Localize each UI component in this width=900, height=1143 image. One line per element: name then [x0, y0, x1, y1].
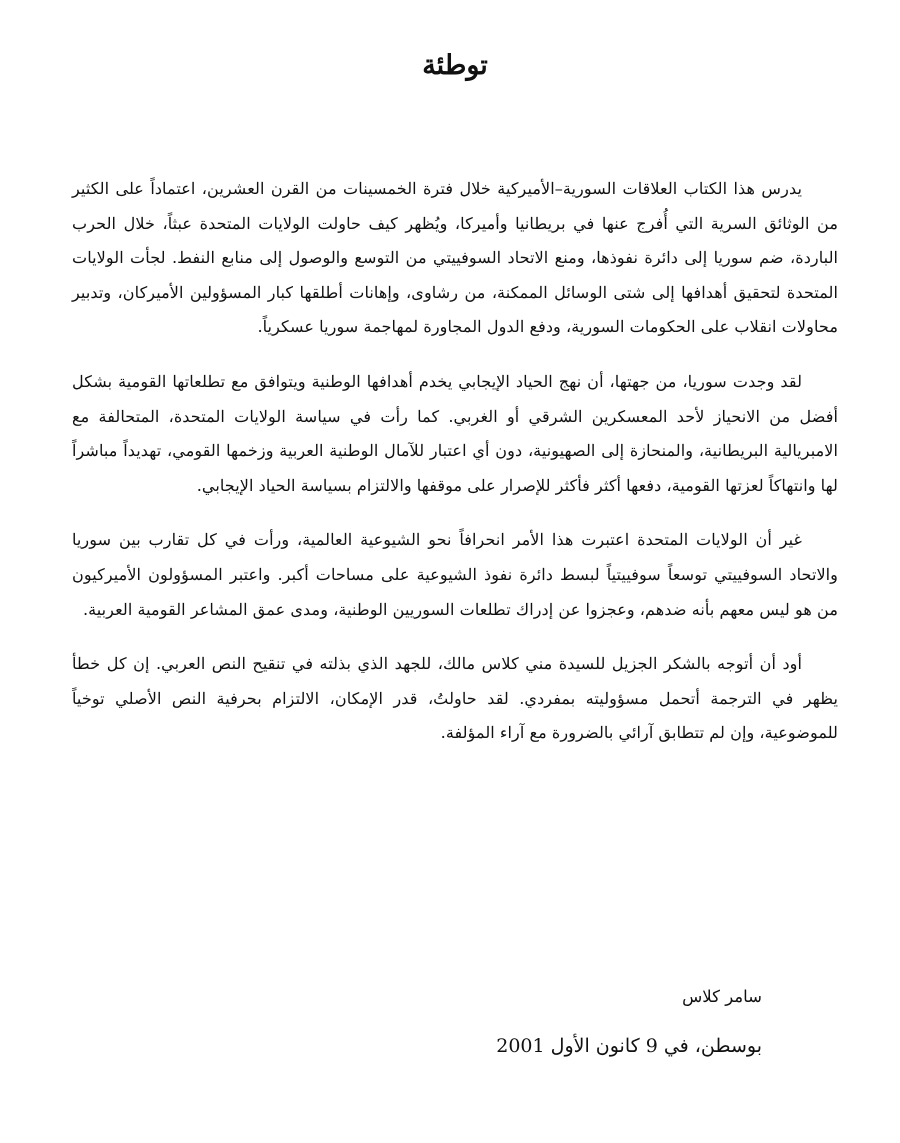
paragraph-1: يدرس هذا الكتاب العلاقات السورية–الأميركية خلال فترة الخمسينات من القرن العشرين، اعتماداً على الكثير من الوثائق السرية التي أُفرج عنها في بريطانيا وأميركا، ويُظهر كيف حاولت الولايات المتحدة عبثاً، خلال الحرب الباردة، ضم سوريا إلى دائرة نفوذها، ومنع الاتحاد السوفييتي من التوسع والوصول إلى منابع النفط. لجأت الولايات المتحدة لتحقيق أهدافها إلى شتى الوسائل الممكنة، من رشاوى، وإهانات أطلقها كبار المسؤولين الأميركان، وتدبير محاولات انقلاب على الحكومات السورية، ودفع الدول المجاورة لمهاجمة سوريا عسكرياً.: [72, 179, 838, 337]
body-text: [72, 172, 838, 771]
paragraph-3: غير أن الولايات المتحدة اعتبرت هذا الأمر انحرافاً نحو الشيوعية العالمية، ورأت في كل تقارب بين سوريا والاتحاد السوفييتي توسعاً سوفييتياً لبسط دائرة نفوذ الشيوعية على مساحات أكبر. واعتبر المسؤولون الأميركيون من هو ليس معهم بأنه ضدهم، وعجزوا عن إدراك تطلعات السوريين الوطنية، ومدى عمق المشاعر القومية العربية.: [72, 530, 838, 619]
place-date-line: بوسطن، في 9 كانون الأول 2001: [496, 1035, 762, 1057]
paragraph-4: أود أن أتوجه بالشكر الجزيل للسيدة مني كلاس مالك، للجهد الذي بذلته في تنقيح النص العربي. إن كل خطأ يظهر في الترجمة أتحمل مسؤوليته بمفردي. لقد حاولتُ، قدر الإمكان، الالتزام بحرفية النص الأصلي توخياً للموضوعية، وإن لم تتطابق آرائي بالضرورة مع آراء المؤلفة.: [72, 654, 838, 743]
paragraph-2: لقد وجدت سوريا، من جهتها، أن نهج الحياد الإيجابي يخدم أهدافها الوطنية ويتوافق مع تطلعاتها القومية بشكل أفضل من الانحياز لأحد المعسكرين الشرقي أو الغربي. كما رأت في سياسة الولايات المتحدة، المتحالفة مع الامبريالية البريطانية، والمنحازة إلى الصهيونية، دون أي اعتبار للآمال الوطنية العربية وزخمها القومي، تهديداً مباشراً لها وانتهاكاً لعزتها القومية، دفعها أكثر فأكثر للإصرار على موقفها والالتزام بسياسة الحياد الإيجابي.: [72, 371, 838, 495]
page-title: توطئة: [422, 50, 488, 81]
document-page: [72, 0, 838, 1143]
translator-signature: سامر كلاس: [682, 987, 762, 1006]
